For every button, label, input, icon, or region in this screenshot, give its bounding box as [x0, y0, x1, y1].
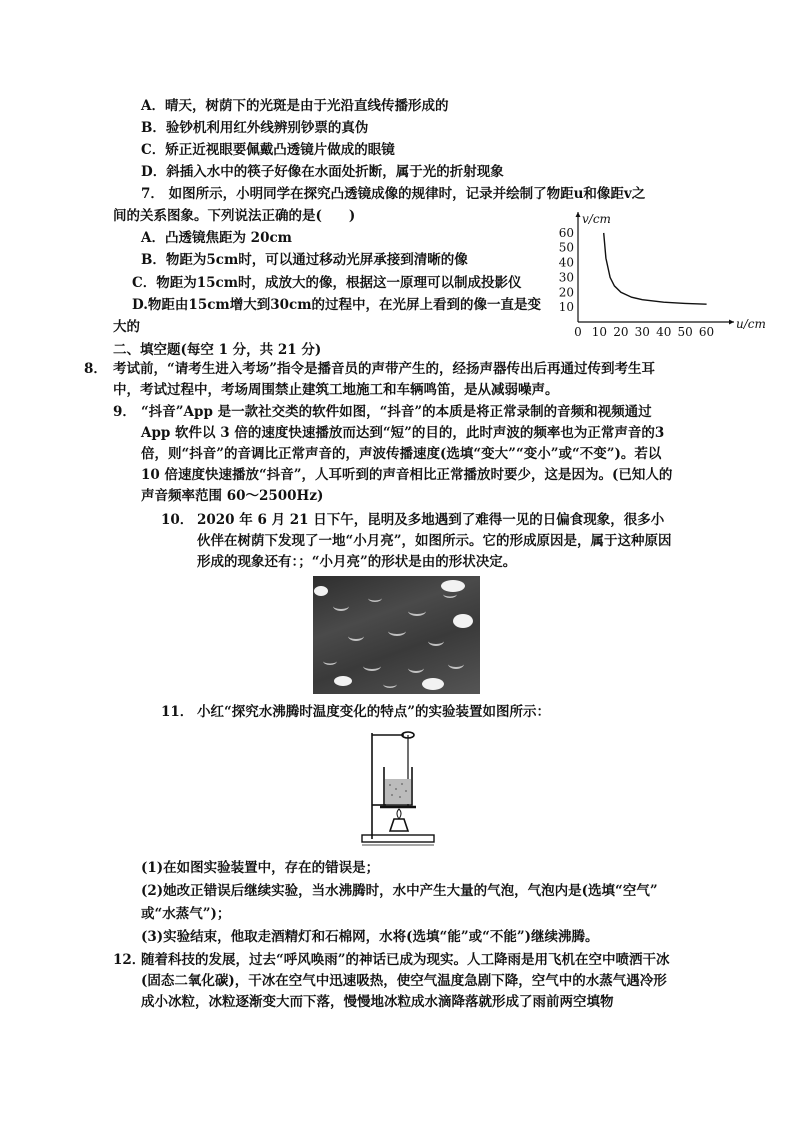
- q7-option-d: D.物距由15cm增大到30cm的过程中，在光屏上看到的像一直是变: [132, 297, 542, 313]
- y-tick-label: 20: [558, 285, 574, 300]
- x-tick-label: 50: [677, 325, 693, 339]
- question-12: [113, 950, 675, 1013]
- q6-option-d: D．斜插入水中的筷子好像在水面处折断，属于光的折射现象: [141, 164, 504, 180]
- uv-curve: [604, 233, 707, 304]
- water-in-beaker: [385, 779, 411, 804]
- q9-text: “抖音”App 是一款社交类的软件如图，“抖音”的本质是将正常录制的音频和视频通过 App 软件以 3 倍的速度快速播放而达到“短”的目的，此时声波的频率也为正常声音的3 倍，则“抖音”的音调比正常声音的，声波传播速度(选填“变大”“变小”或“不变”)。若以 10 倍速度快速播放“抖音”，人耳听到的声音相比正常播放时要少，这是因为。(已知人的声音频率范围 60～2500Hz): [141, 404, 673, 504]
- q7-option-a: A．凸透镜焦距为 20cm: [141, 230, 292, 246]
- q8-number: 8．: [84, 361, 107, 377]
- question-9: [113, 402, 673, 507]
- y-axis-arrow: [576, 212, 581, 217]
- q6-option-b: B．验钞机利用红外线辨别钞票的真伪: [141, 120, 369, 136]
- q6-option-a: A．晴天，树荫下的光斑是由于光沿直线传播形成的: [141, 98, 449, 114]
- uv-graph-plot: [559, 212, 766, 339]
- q11-sub-2: (2)她改正错误后继续实验，当水沸腾时，水中产生大量的气泡，气泡内是(选填“空气”: [141, 883, 658, 899]
- x-tick-label: 20: [613, 325, 629, 339]
- uv-graph: [556, 212, 766, 342]
- q11-number: 11．: [161, 704, 194, 720]
- q8-text: 考试前，“请考生进入考场”指令是播音员的声带产生的，经扬声器传出后再通过传到考生耳中，考试过程中，考场周围禁止建筑工地施工和车辆鸣笛，是从减弱噪声。: [113, 361, 656, 398]
- question-11: [161, 702, 677, 723]
- x-axis-label: u/cm: [736, 317, 766, 331]
- q12-text: 随着科技的发展，过去“呼风唤雨”的神话已成为现实。人工降雨是用飞机在空中喷洒干冰(固态二氧化碳)，干冰在空气中迅速吸热，使空气温度急剧下降，空气中的水蒸气遇冷形成小冰粒，冰粒逐渐变大而下落，慢慢地冰粒成水滴降落就形成了雨前两空填物: [141, 952, 670, 1010]
- x-tick-label: 60: [698, 325, 715, 339]
- q7-stem-line2: 间的关系图象。下列说法正确的是( ): [113, 208, 356, 224]
- q10-number: 10．: [161, 512, 194, 528]
- q9-number: 9．: [113, 404, 136, 420]
- x-tick-label: 40: [656, 325, 672, 339]
- x-tick-label: 0: [574, 325, 582, 339]
- q11-sub-1: (1)在如图实验装置中，存在的错误是；: [141, 860, 380, 876]
- section-fill-blank-title: 二、填空题(每空 1 分，共 21 分): [113, 342, 322, 358]
- x-tick-label: 10: [591, 325, 608, 339]
- q11-sub-2-cont: 或“水蒸气”)；: [141, 906, 231, 922]
- q7-option-d-cont: 大的: [113, 319, 140, 335]
- q10-text: 2020 年 6 月 21 日下午，昆明及多地遇到了难得一见的日偏食现象，很多小伙伴在树荫下发现了一地“小月亮”，如图所示。它的形成原因是，属于这种原因形成的现象还有：；“小月亮”的形状是由的形状决定。: [197, 512, 672, 570]
- q6-option-c: C．矫正近视眼要佩戴凸透镜片做成的眼镜: [141, 142, 395, 158]
- x-tick-label: 30: [634, 325, 650, 339]
- boiling-water-apparatus: [356, 727, 438, 853]
- y-tick-label: 40: [558, 255, 574, 270]
- y-tick-label: 30: [558, 270, 574, 285]
- question-10: [161, 510, 677, 573]
- y-axis-label: v/cm: [582, 212, 611, 226]
- q7-option-b: B．物距为5cm时，可以通过移动光屏承接到清晰的像: [141, 252, 468, 268]
- crescent-pattern: [313, 576, 480, 694]
- x-axis-arrow: [729, 320, 734, 325]
- y-tick-label: 60: [558, 225, 574, 240]
- q12-number: 12．: [113, 952, 146, 968]
- q11-sub-3: (3)实验结束，他取走酒精灯和石棉网，水将(选填“能”或“不能”)继续沸腾。: [141, 929, 599, 945]
- question-8: [84, 359, 673, 401]
- q11-text: 小红“探究水沸腾时温度变化的特点”的实验装置如图所示：: [197, 704, 551, 720]
- q7-option-c: C．物距为15cm时，成放大的像，根据这一原理可以制成投影仪: [132, 275, 522, 291]
- y-tick-label: 10: [558, 300, 574, 315]
- y-tick-label: 50: [558, 240, 574, 255]
- q7-stem-line1: 7． 如图所示，小明同学在探究凸透镜成像的规律时，记录并绘制了物距u和像距v之: [141, 186, 646, 202]
- crescent-shadows-photo: [313, 576, 480, 694]
